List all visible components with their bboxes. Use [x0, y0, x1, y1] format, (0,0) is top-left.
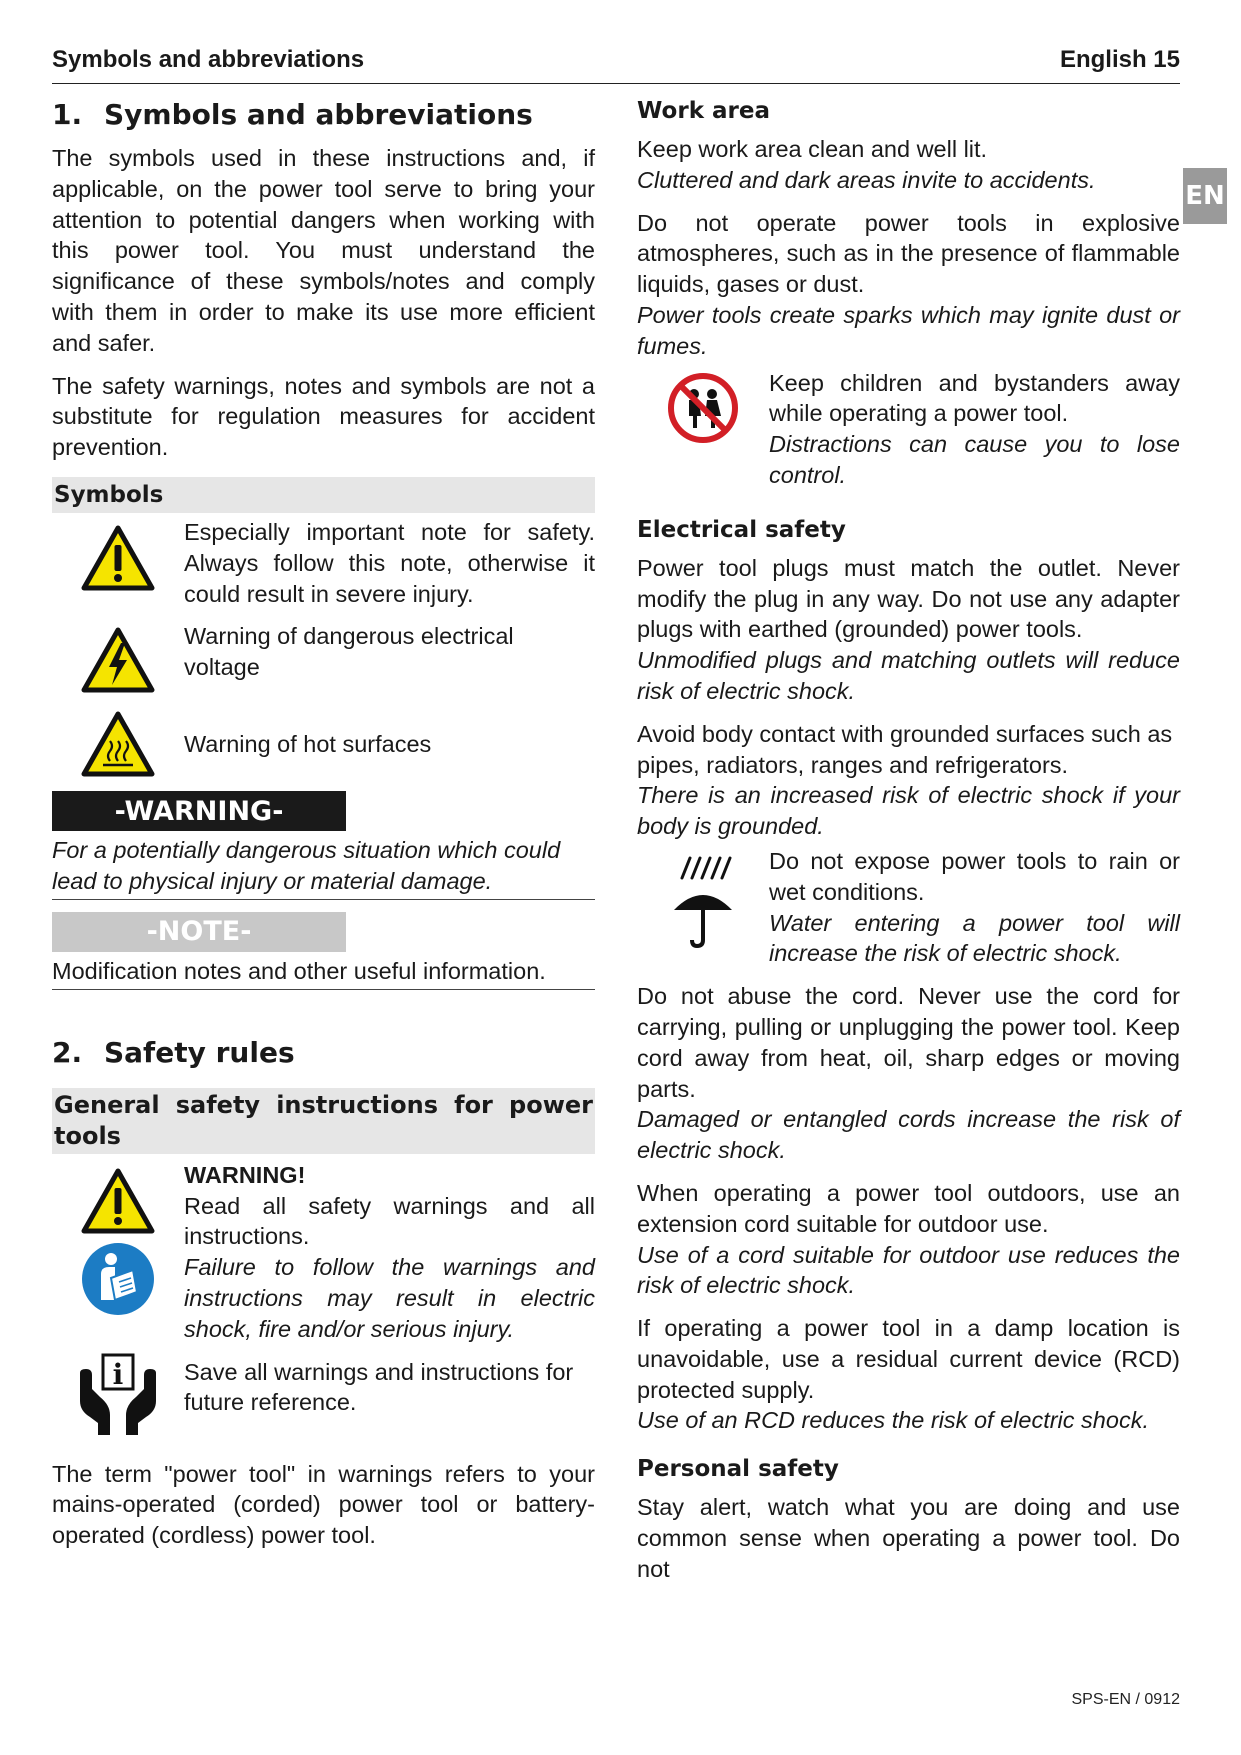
work-area-p2-note: Power tools create sparks which may ignite dust or fumes.: [637, 301, 1180, 359]
no-children-icon: [667, 372, 739, 444]
electrical-p1: Power tool plugs must match the outlet. Never modify the plug in any way. Do not use any adapter plugs with earthed (grounded) power tools.: [637, 554, 1180, 643]
page-header: [52, 44, 1180, 84]
personal-safety-heading: Personal safety: [637, 1456, 839, 1483]
substitute-paragraph: The safety warnings, notes and symbols are not a substitute for regulation measures for accident prevention.: [52, 372, 595, 461]
failure-warning-text: Failure to follow the warnings and instructions may result in electric shock, fire and/or serious injury.: [184, 1254, 595, 1342]
header-section-title: Symbols and abbreviations: [52, 46, 365, 73]
hot-surface-icon: [81, 711, 155, 777]
work-area-p1-note: Cluttered and dark areas invite to accidents.: [637, 166, 1096, 193]
electrical-voltage-icon: [81, 627, 155, 693]
rain-row: [637, 846, 1180, 969]
section-1-number: 1.: [52, 98, 83, 131]
warning-label: WARNING!: [184, 1161, 306, 1188]
electrical-p5-note: Use of an RCD reduces the risk of electric shock.: [637, 1407, 1149, 1434]
electrical-p5: If operating a power tool in a damp location is unavoidable, use a residual current device (RCD) protected supply.: [637, 1315, 1180, 1403]
note-banner: -NOTE-: [52, 912, 346, 952]
rain-note: Water entering a power tool will increase the risk of electric shock.: [769, 909, 1180, 967]
children-row: [637, 368, 1180, 491]
children-note: Distractions can cause you to lose control.: [769, 431, 1180, 488]
electrical-p4: When operating a power tool outdoors, use an extension cord suitable for outdoor use.: [637, 1179, 1180, 1237]
children-text: Keep children and bystanders away while operating a power tool.: [769, 369, 1180, 427]
power-tool-term-text: The term "power tool" in warnings refers to your mains-operated (corded) power tool or battery-operated (cordless) power tool.: [52, 1460, 595, 1549]
warning-description: For a potentially dangerous situation which could lead to physical injury or material damage.: [52, 835, 595, 900]
symbol-row-voltage: [52, 621, 595, 693]
info-hands-icon: [76, 1353, 160, 1437]
right-column: [637, 96, 1180, 1585]
work-area-p1: Keep work area clean and well lit.: [637, 136, 988, 162]
footer-doc-code: SPS-EN / 0912: [1071, 1691, 1180, 1708]
umbrella-rain-icon: [668, 852, 738, 948]
section-2-heading: [52, 1036, 595, 1070]
personal-p1: Stay alert, watch what you are doing and use common sense when operating a power tool. Do not: [637, 1494, 1180, 1582]
electrical-p3: Do not abuse the cord. Never use the cord for carrying, pulling or unplugging the power tool. Keep cord away from heat, oil, sharp edges or moving parts.: [637, 983, 1180, 1102]
warning-read-row: [52, 1160, 595, 1345]
section-2-title: Safety rules: [104, 1035, 295, 1069]
work-area-p2: Do not operate power tools in explosive atmospheres, such as in the presence of flammable liquids, gases or dust.: [637, 209, 1180, 298]
language-tab: EN: [1183, 168, 1227, 224]
save-instructions-row: [52, 1353, 595, 1437]
svg-text:i: i: [112, 1357, 124, 1391]
read-instructions-text: Read all safety warnings and all instructions.: [184, 1192, 595, 1250]
work-area-heading: Work area: [637, 98, 770, 124]
header-page-number: English 15: [1059, 46, 1180, 73]
electrical-p3-note: Damaged or entangled cords increase the risk of electric shock.: [637, 1106, 1180, 1164]
section-1-title: Symbols and abbreviations: [104, 98, 533, 131]
symbol-text-voltage: Warning of dangerous electrical voltage: [184, 623, 514, 681]
general-safety-heading: General safety instructions for power tools: [52, 1088, 595, 1154]
symbol-text-hot: Warning of hot surfaces: [184, 730, 432, 757]
symbol-row-hot: [52, 711, 595, 777]
note-description: Modification notes and other useful information.: [52, 956, 595, 990]
symbol-row-safety: [52, 517, 595, 609]
save-instructions-text: Save all warnings and instructions for future reference.: [184, 1358, 574, 1416]
electrical-p4-note: Use of a cord suitable for outdoor use reduces the risk of electric shock.: [637, 1241, 1180, 1299]
symbols-heading: Symbols: [52, 477, 595, 513]
electrical-p2-note: There is an increased risk of electric shock if your body is grounded.: [637, 782, 1180, 840]
symbol-text-safety: Especially important note for safety. Always follow this note, otherwise it could result in severe injury.: [184, 518, 595, 607]
section-1-heading: [52, 98, 595, 132]
electrical-p2: Avoid body contact with grounded surfaces such as pipes, radiators, ranges and refrigerators.: [637, 720, 1173, 778]
read-manual-icon: [81, 1242, 155, 1316]
electrical-p1-note: Unmodified plugs and matching outlets will reduce risk of electric shock.: [637, 647, 1180, 704]
intro-paragraph: The symbols used in these instructions and, if applicable, on the power tool serve to bring your attention to potential dangers when working with this power tool. You must understand the significance of these symbols/notes and comply with them in order to make its use more efficient and safer.: [52, 145, 595, 356]
rain-text: Do not expose power tools to rain or wet conditions.: [769, 847, 1180, 905]
warning-banner: -WARNING-: [52, 791, 346, 831]
section-2-number: 2.: [52, 1035, 83, 1069]
warning-triangle-icon: [81, 525, 155, 591]
electrical-safety-heading: Electrical safety: [637, 516, 846, 543]
left-column: [52, 96, 595, 1551]
warning-triangle-icon: [81, 1168, 155, 1234]
